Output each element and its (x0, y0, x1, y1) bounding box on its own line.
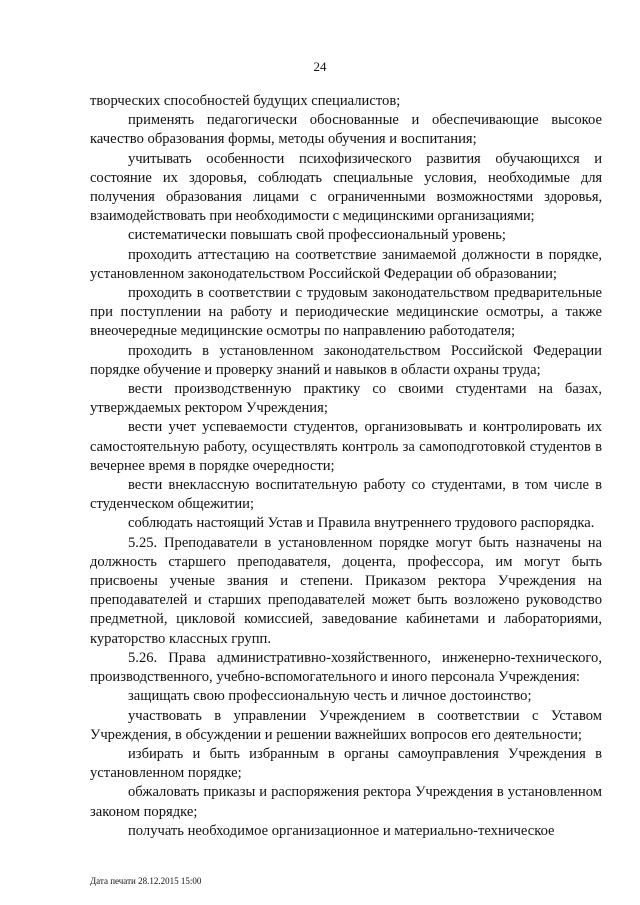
paragraph: творческих способностей будущих специалистов; (90, 93, 401, 109)
paragraph: применять педагогически обоснованные и обеспечивающие высокое качество образования формы, методы обучения и воспитания; (90, 112, 602, 148)
body-text (90, 92, 602, 841)
paragraph: защищать свою профессиональную честь и личное достоинство; (128, 688, 532, 705)
paragraph: проходить в соответствии с трудовым законодательством предварительные при поступлении на работу и периодические медицинские осмотры, а также внеочередные медицинские осмотры по направлению работодателя; (90, 285, 602, 340)
section-paragraph-5-26: 5.26. Права административно-хозяйственного, инженерно-технического, производственного, учебно-вспомогательного и иного персонала Учреждения: (90, 649, 602, 686)
paragraph: проходить аттестацию на соответствие занимаемой должности в порядке, установленном законодательством Российской Федерации об образовании; (90, 246, 602, 282)
paragraph: учитывать особенности психофизического развития обучающихся и состояние их здоровья, соблюдать специальные условия, необходимые для получения образования лицами с ограниченными возможностями здоровья, взаимодействовать при необходимости с медицинскими организациями; (90, 150, 602, 225)
paragraph: вести внеклассную воспитательную работу со студентами, в том числе в студенческом общежитии; (90, 477, 602, 513)
paragraph: соблюдать настоящий Устав и Правила внутреннего трудового распорядка. (128, 515, 595, 532)
paragraph: систематически повышать свой профессиональный уровень; (128, 227, 506, 244)
paragraph: избирать и быть избранным в органы самоуправления Учреждения в установленном порядке; (90, 745, 602, 782)
paragraph: участвовать в управлении Учреждением в соответствии с Уставом Учреждения, в обсуждении и решении важнейших вопросов его деятельности; (90, 707, 602, 743)
print-date-footer: Дата печати 28.12.2015 15:00 (90, 876, 202, 886)
page-number: 24 (313, 59, 327, 74)
paragraph: вести производственную практику со своими студентами на базах, утверждаемых ректором Учреждения; (90, 381, 602, 417)
paragraph: получать необходимое организационное и материально-техническое (128, 822, 555, 839)
paragraph: вести учет успеваемости студентов, организовывать и контролировать их самостоятельную работу, осуществлять контроль за самоподготовкой студентов в вечернее время в порядке очередности; (90, 419, 602, 474)
paragraph: проходить в установленном законодательством Российской Федерации порядке обучение и проверку знаний и навыков в области охраны труда; (90, 342, 602, 378)
section-paragraph-5-25: 5.25. Преподаватели в установленном порядке могут быть назначены на должность старшего преподавателя, доцента, профессора, им могут быть присвоены ученые звания и степени. Приказом ректора Учреждения на преподавателей и старших преподавателей может быть возложено руководство предметной, цикловой комиссией, заведование кабинетами и лабораториями, кураторство классных групп. (90, 534, 602, 647)
paragraph: обжаловать приказы и распоряжения ректора Учреждения в установленном законом порядке; (90, 784, 602, 820)
